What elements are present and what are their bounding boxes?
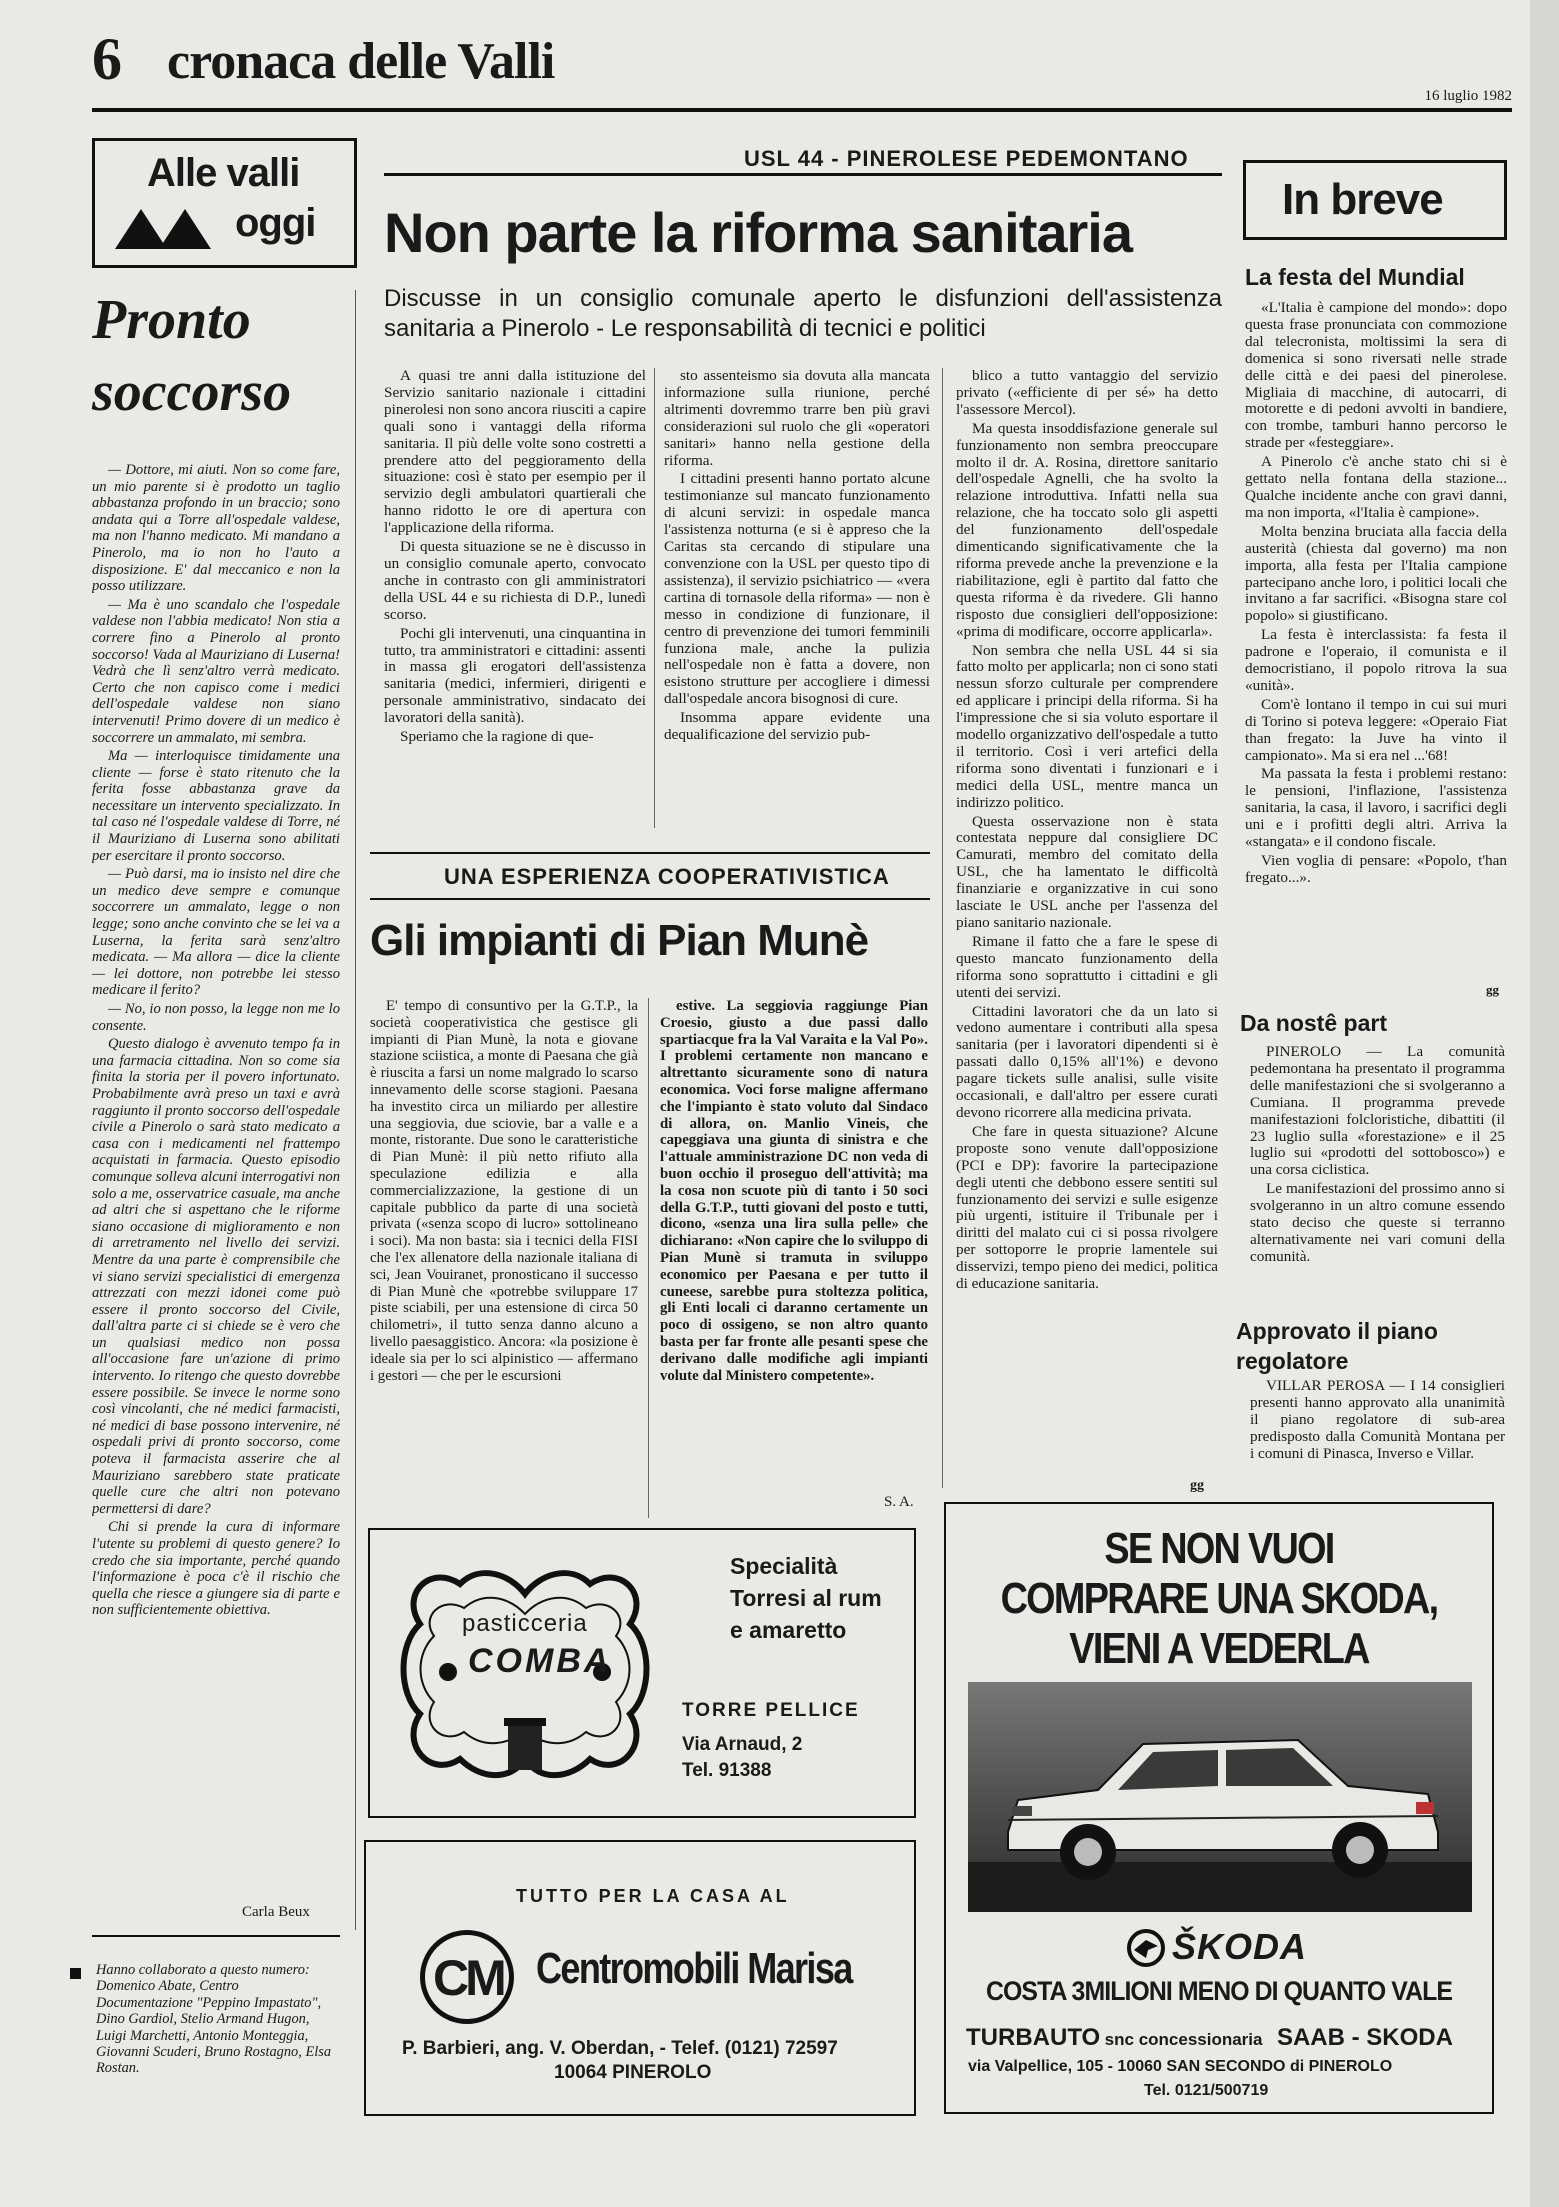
paragraph: Rimane il fatto che a fare le spese di questo mancato funzionamento della riforma sono soprattutto i cittadini e gli utenti dei servizi. <box>956 932 1218 1001</box>
pronto-soccorso-headline <box>92 290 352 422</box>
tagline-3: e amaretto <box>730 1617 847 1643</box>
left-rule <box>92 1935 340 1937</box>
address: Via Arnaud, 2 <box>682 1734 803 1755</box>
ad-skoda <box>944 1502 1494 2114</box>
cm-logo-text: CM <box>433 1950 503 2006</box>
in-breve-title: In breve <box>1282 175 1443 224</box>
paragraph: «L'Italia è campione del mondo»: dopo questa frase pronunciata con commozione dal telecronista, moltissimi la sera di domenica si sono riversati nelle strade delle città e dei paesi del pinerolese. Migliaia di macchine, di autocarri, di motorette e di pedoni avvolti in bandiere, con trombe, tamburi hanno percorso le strade per «festeggiare». <box>1245 300 1507 452</box>
paragraph: A Pinerolo c'è anche stato chi si è gettato nella fontana della stazione... Qualche incidente anche con gravi danni, ma non importa, «l'Italia è campione». <box>1245 453 1507 521</box>
paragraph: Pochi gli intervenuti, una cinquantina in tutto, tra amministratori e cittadini: assenti in massa gli erogatori dell'assistenza sanitaria (medici, infermieri, dirigenti e personale amministrativo, sindacato dei lavoratori della sanità). <box>384 624 646 727</box>
coop-column-2 <box>660 998 928 1488</box>
paragraph: Ma questa insoddisfazione generale sul funzionamento non sembra preoccupare molto il dr. A. Rosina, direttore sanitario dell'ospedale Agnelli, che ha svolto la relazione introduttiva. Infatti nella sua relazione, che ha toccato solo gli aspetti del funzionamento dell'ospedale dimenticando significativamente che la riforma prevede anche la prevenzione e la riabilitazione, egli è partito dal fatto che questa riforma è da rivedere. Gli hanno risposto due consiglieri dell'opposizione: «prima di modificare, occorre applicarla». <box>956 419 1218 640</box>
mundial-heading: La festa del Mundial <box>1245 264 1465 290</box>
pronto-soccorso-body <box>92 462 340 1910</box>
paragraph: blico a tutto vantaggio del servizio privato («efficiente di per sé» ha detto l'assessore Mercol). <box>956 368 1218 418</box>
paragraph: La festa è interclassista: fa festa il padrone e l'operaio, il comunista e il democristiano, il popolo ritrova la sua «unità». <box>1245 626 1507 694</box>
scan-edge <box>1530 0 1559 2207</box>
paragraph: Com'è lontano il tempo in cui sui muri di Torino si poteva leggere: «Operaio Fiat than fregato: la Juve ha vinto il campionato». Ma si era nel ...'68! <box>1245 695 1507 764</box>
paragraph: Non sembra che nella USL 44 si sia fatto molto per applicarla; non ci sono stati nessun sforzo culturale per comprendere ed applicare i principi della riforma. Si ha l'impressione che si sia voluto esportare il modello organizzativo dell'ospedale a tutto il territorio. Così i veri artefici della riforma sono diventati i funzionari e i medici della USL, mentre manca un indirizzo politico. <box>956 641 1218 811</box>
ad-pasticceria-tagline <box>730 1550 882 1646</box>
mobili-city: 10064 PINEROLO <box>554 2062 712 2083</box>
issue-date: 16 luglio 1982 <box>1424 88 1512 104</box>
mobili-top-line: TUTTO PER LA CASA AL <box>516 1886 790 1906</box>
comba-label: COMBA <box>468 1642 612 1680</box>
skoda-dealer <box>966 2024 1453 2052</box>
masthead-title: cronaca delle Valli <box>167 33 555 90</box>
piano-regolatore-heading: Approvato il piano regolatore <box>1236 1318 1438 1374</box>
skoda-arrow-icon <box>1126 1928 1166 1968</box>
paragraph: Ma passata la festa i problemi restano: le pensioni, l'inflazione, l'assistenza sanitaria, la casa, il lavoro, i sacrifici degli uni e i profitti degli altri. Arriva la «stangata» e il condono fiscale. <box>1245 765 1507 851</box>
paragraph: — No, io non posso, la legge non me lo consente. <box>92 1001 340 1034</box>
alle-valli-badge <box>92 138 357 268</box>
skoda-headline-1: SE NON VUOI <box>1104 1524 1334 1573</box>
tagline-2: Torresi al rum <box>730 1585 882 1611</box>
coop-top-rule <box>370 852 930 854</box>
collaborators-note: Hanno collaborato a questo numero: Domenico Abate, Centro Documentazione "Peppino Impastato", Dino Gardiol, Stelio Armand Hugon, Luigi Marchetti, Antonio Monteggia, Giovanni Scuderi, Bruno Rostagno, Elsa Rostan. <box>96 1962 332 2077</box>
paragraph: E' tempo di consuntivo per la G.T.P., la società cooperativistica che gestisce gli impianti di Pian Munè, la nota e giovane stazione sciistica, a monte di Paesana che già è riuscita a farsi un nome malgrado lo scarso innevamento delle scorse stagioni. Paesana ha investito circa un miliardo per allestire una seggiovia, due sciovie, bar a valle e a monte, ristorante. Due sono le caratteristiche di Pian Munè: il più netto rifiuto alla speculazione edilizia e alla commercializzazione, la gestione di un capitale pubblico da parte di una società privata («senza scopo di lucro» sottolineano i soci). Ma non basta: sia i tecnici della FISI che l'ex allenatore della nazionale italiana di sci, Jean Vouiranet, pronosticano il successo di Pian Munè che «potrebbe sviluppare 17 piste sciabili, per una estensione di circa 50 chilometri», il tutto senza danno alcuno a livello paesaggistico. Ancora: «la posizione è ideale sia per lo sci alpinistico — affermano i gestori — che per le escursioni <box>370 998 638 1384</box>
paragraph: — Dottore, mi aiuti. Non so come fare, un mio parente si è prodotto un taglio abbastanza profondo in un braccio; sono andata qui a Torre all'ospedale valdese, ma non l'hanno medicato. Mi mandano a Pinerolo, ma io non ho l'auto a disposizione. E' dal meccanico e non la posso utilizzare. <box>92 462 340 595</box>
skoda-claim: COSTA 3MILIONI MENO DI QUANTO VALE <box>985 1976 1452 2006</box>
paragraph: Molta benzina bruciata alla faccia della austerità (chiesta dal governo) ma non importa, alla festa per l'Italia campione partecipano anche loro, i politici locali che invitano a far sacrifici. «Bisogna stare col popolo» si giustificano. <box>1245 522 1507 625</box>
skoda-brand: ŠKODA <box>1172 1926 1308 1967</box>
main-kicker: USL 44 - PINEROLESE PEDEMONTANO <box>744 146 1189 171</box>
telephone: Tel. 91388 <box>682 1760 772 1781</box>
left-vertical-rule <box>355 290 356 1930</box>
coop-signature: S. A. <box>884 1494 914 1510</box>
main-signature: gg <box>1190 1478 1204 1493</box>
coop-col-sep <box>648 998 649 1518</box>
in-breve-box <box>1243 160 1507 240</box>
headline-line2: soccorso <box>92 361 292 423</box>
paragraph: Questo dialogo è avvenuto tempo fa in una farmacia cittadina. Non so come sia finita la storia per il povero infortunato. Probabilmente avrà preso un taxi e avrà raggiunto il pronto soccorso dell'ospedale civile a Pinerolo o sarà stato medicato a casa con i medicamenti nel frattempo acquistati in farmacia. Questo episodio comunque solleva alcuni interrogativi non solo a me, osservatrice casuale, ma anche ad altri che si aspettano che le riforme siano occasione di miglioramento e non di arretramento nel livello dei servizi. Mentre da una parte è comprensibile che vi siano servizi specialistici di emergenza attrezzati con mezzi idonei come può essere il pronto soccorso del Civile, dall'altra parte ci si chiede se è vero che un qualsiasi medico non possa all'occasione fare un'azione di primo intervento. Io ritengo che questo dovrebbe essere possibile. Se invece le norme sono così vincolanti, che né medici farmacisti, né medici di base possono intervenire, né ospedali privi di pronto soccorso, come poteva il farmacista asserire che al Mauriziano sarebbero state praticate quelle cure che altri non potevano permettersi di dare? <box>92 1036 340 1517</box>
coop-column-1 <box>370 998 638 1518</box>
main-column-1 <box>384 368 646 828</box>
main-top-rule <box>384 173 1222 176</box>
skoda-headline-2: COMPRARE UNA SKODA, <box>1000 1574 1438 1623</box>
coop-headline: Gli impianti di Pian Munè <box>370 916 869 965</box>
dealer-name: TURBAUTO <box>966 2024 1101 2051</box>
centromobili-name: Centromobili Marisa <box>536 1944 852 1993</box>
dealer-suffix: snc concessionaria <box>1104 2030 1263 2049</box>
dealer-telephone: Tel. 0121/500719 <box>1144 2082 1269 2099</box>
bullet-square <box>70 1968 81 1979</box>
paragraph: Le manifestazioni del prossimo anno si svolgeranno in un altro comune essendo stato deciso che queste si terranno alternativamente nei vari comuni della comunità. <box>1250 1180 1505 1265</box>
paragraph: Speriamo che la ragione di que- <box>400 728 594 746</box>
ad-pasticceria-comba <box>368 1528 916 1818</box>
car-illustration <box>968 1682 1472 1912</box>
mundial-signature: gg <box>1486 982 1499 997</box>
piano-regolatore-body <box>1250 1378 1505 1496</box>
dealer-brands: SAAB - SKODA <box>1276 2024 1453 2051</box>
coop-kicker: UNA ESPERIENZA COOPERATIVISTICA <box>444 864 890 889</box>
pronto-soccorso-signature: Carla Beux <box>242 1904 310 1920</box>
paragraph: estive. La seggiovia raggiunge Pian Croesio, giusto a due passi dallo spartiacque fra la Val Varaita e la Val Po». I problemi certamente non mancano e altrettanto sicuramente sono di natura economica. Voci forse maligne affermano che l'impianto è stato voluto dal Sindaco di allora, on. Manlio Vineis, che capeggiava una giunta di sinistra e che l'attuale amministrazione DC non veda di buon occhio il proseguo dell'attività; ma la cosa non scuote più di tanto i 50 soci della G.T.P., tutti giovani del posto e tutti, dicono, «senza una lira sulla pelle» che dichiarano: «Non capire che lo sviluppo di Pian Munè si tramuta in sviluppo economico per Paesana e per tutto il cuneese, sarebbe pura stoltezza politica, gli Enti locali ci daranno certamente un poco di ossigeno, se non altro quanto basta per far fronte alle pesanti spese che derivano dalle modifiche agli impianti volute dal Ministero competente». <box>660 998 928 1384</box>
main-column-3 <box>956 368 1218 1488</box>
badge-line1: Alle valli <box>147 151 300 195</box>
town: TORRE PELLICE <box>682 1700 860 1721</box>
paragraph: — Ma è uno scandalo che l'ospedale valdese non l'abbia medicato! Non stia a correre fino a Pinerolo al pronto soccorso! Vada al Mauriziano di Luserna! Vedrà che lì senz'altro verrà medicato. Certo che non capisco come i medici dell'ospedale valdese non siano intervenuti! Primo dovere di un medico è soccorrere un ammalato, mi sembra. <box>92 596 340 746</box>
paragraph: Cittadini lavoratori che da un lato si vedono aumentare i contributi alla spesa sanitaria (per i lavoratori dipendenti si è passati dallo 0,15% all'1%) e devono pagare tickets sulle analisi, sulle visite occasionali, e dall'altro per essere curati devono ricorrere alla medicina privata. <box>956 1002 1218 1121</box>
col-sep-1 <box>654 368 655 828</box>
paragraph: Ma — interloquisce timidamente una cliente — forse è stato ritenuto che la ferita fosse abbastanza grave da necessitare un intervento specializzato. In tal caso né l'ospedale valdese di Torre, né il Mauriziano di Luserna sono abilitati per esercitare il pronto soccorso. <box>92 748 340 864</box>
cm-logo <box>420 1930 514 2024</box>
paragraph: sto assenteismo sia dovuta alla mancata informazione sulla riunione, perché altrimenti dovremmo trarre ben più gravi considerazioni sul ruolo che gli «operatori sanitari» hanno nella gestione della riforma. <box>664 368 930 469</box>
da-noste-part-heading: Da nostê part <box>1240 1010 1387 1036</box>
page-number: 6 <box>92 26 122 92</box>
paragraph: PINEROLO — La comunità pedemontana ha presentato il programma delle manifestazioni che si svolgeranno a Cumiana. Il programma prevede manifestazioni folcloristiche, dibattiti (il 23 luglio sulla «forestazione» e il 25 luglio sui «prodotti del sottobosco») e una corsa ciclistica. <box>1250 1044 1505 1179</box>
paragraph: VILLAR PEROSA — I 14 consiglieri presenti hanno approvato alla unanimità il piano regolatore di sub-area predisposto dalla Comunità Montana per i comuni di Pinasca, Inverso e Villar. <box>1250 1378 1505 1462</box>
masthead-rule <box>92 108 1512 112</box>
paragraph: Questa osservazione non è stata contestata neppure dal consigliere DC Camurati, membro del comitato della USL, che ha lamentato le difficoltà finanziarie e organizzative in cui sono lasciate le USL anche per l'assenza del piano sanitario nazionale. <box>956 812 1218 931</box>
main-column-2 <box>664 368 930 828</box>
paragraph: Insomma appare evidente una dequalificazione del servizio pub- <box>664 709 930 744</box>
ad-pasticceria-address <box>682 1698 860 1784</box>
paragraph: I cittadini presenti hanno portato alcune testimonianze sul mancato funzionamento di alcuni servizi: in ospedale manca l'assistenza notturna (e si è appreso che la Caritas sta cercando di stipulare una convenzione con la USL per questo tipo di assistenza), il servizio psichiatrico — «vera cartina di tornasole della riforma» — non è messo in condizione di funzionare, il centro di prevenzione dei tumori femminili funziona male, anche la pulizia nell'ospedale non è fatta a dovere, non esistono strutture per accogliere i dimessi dall'ospedale ancora bisognosi di cure. <box>664 470 930 708</box>
mundial-body <box>1245 300 1507 990</box>
skoda-headline <box>946 1524 1492 1674</box>
paragraph: A quasi tre anni dalla istituzione del Servizio sanitario nazionale i cittadini pinerolesi non sono ancora riusciti a capire quali sono i vantaggi della riforma sanitaria. Il più delle volte sono costretti a prendere atto del peggioramento della situazione: così è stato per esempio per il servizio degli ambulatori quartierali che hanno ridotto le ore di apertura con l'applicazione della riforma. <box>384 368 646 537</box>
mountains-icon <box>115 203 215 251</box>
headline-line1: Pronto <box>92 289 251 351</box>
masthead <box>92 20 1512 110</box>
col-sep-2 <box>942 368 943 1488</box>
pasticceria-label: pasticceria <box>462 1610 588 1637</box>
mobili-address: P. Barbieri, ang. V. Oberdan, - Telef. (0121) 72597 <box>402 2038 838 2059</box>
badge-line2: oggi <box>235 201 316 245</box>
paragraph: Che fare in questa situazione? Alcune proposte sono venute dall'opposizione (PCI e DP): favorire la partecipazione degli utenti che debbono essere sentiti sul funzionamento dei servizi e sulle esigenze più urgenti, istituire il Tribunale per i diritti del malato cui ci si possa rivolgere per sottoporre le proprie lamentele sui disservizi, tempo pieno dei medici, politica di educazione sanitaria. <box>956 1122 1218 1293</box>
da-noste-part-body <box>1250 1044 1505 1312</box>
paragraph: — Può darsi, ma io insisto nel dire che un medico deve sempre e comunque soccorrere un ammalato, legge o non legge; sono anche convinto che se lei va a Luserna, la ferita sarà senz'altro medicata. — Ma allora — dice la cliente — lei dottore, non potrebbe lei stesso medicare il ferito? <box>92 866 340 999</box>
main-deck: Discusse in un consiglio comunale aperto le disfunzioni dell'assistenza sanitaria a Pinerolo - Le responsabilità di tecnici e politici <box>384 285 1222 342</box>
coop-kicker-rule <box>370 898 930 900</box>
ad-centromobili-marisa <box>364 1840 916 2116</box>
skoda-headline-3: VIENI A VEDERLA <box>1069 1624 1369 1673</box>
paragraph: Di questa situazione se ne è discusso in un consiglio comunale aperto, convocato anche in contrasto con gli amministratori della USL 44 e su richiesta di D.P., lunedì scorso. <box>384 538 646 623</box>
paragraph: Chi si prende la cura di informare l'utente su problemi di questo genere? Io credo che sia importante, perché quando l'informazione è poca c'è il rischio che quella che riesce a giungere sia di parte e non sufficientemente obiettiva. <box>92 1519 340 1619</box>
main-headline: Non parte la riforma sanitaria <box>384 201 1133 264</box>
dealer-address: via Valpellice, 105 - 10060 SAN SECONDO di PINEROLO <box>968 2058 1393 2075</box>
paragraph: Vien voglia di pensare: «Popolo, t'han fregato...». <box>1245 852 1507 886</box>
tagline-1: Specialità <box>730 1553 838 1579</box>
